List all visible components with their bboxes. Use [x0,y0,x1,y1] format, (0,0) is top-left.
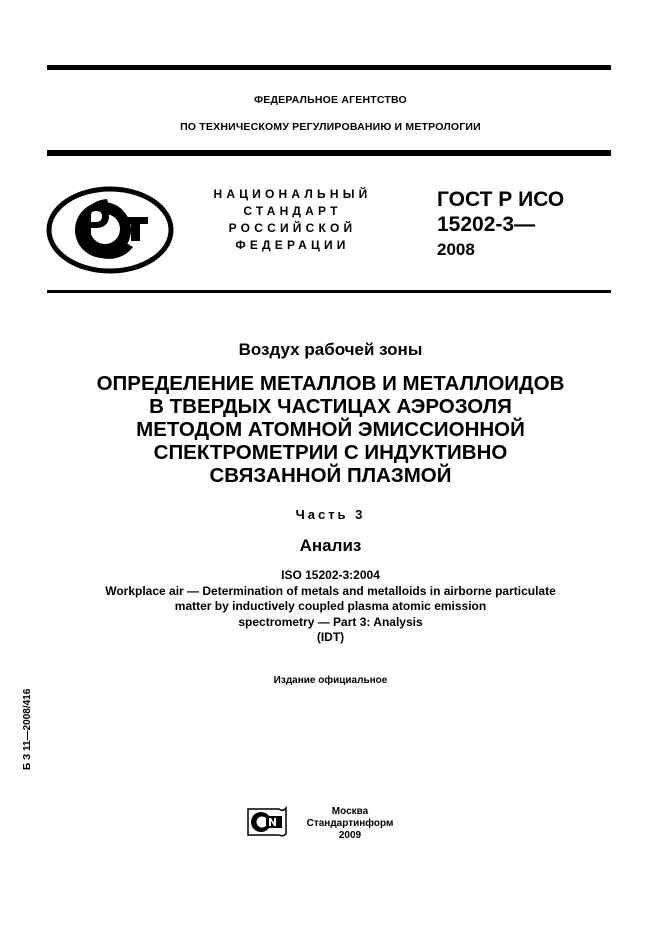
designation-line-2: 15202-3— [437,213,536,236]
publisher-info [300,806,400,842]
publisher-city: Москва [331,806,369,817]
iso-title-line: Workplace air — Determination of metals and metalloids in airborne particulate [105,583,556,598]
standartinform-logo-icon [247,806,287,843]
title-line: ОПРЕДЕЛЕНИЕ МЕТАЛЛОВ И МЕТАЛЛОИДОВ [96,372,565,395]
document-title [0,372,661,487]
side-note: Б З 11—2008/416 [22,688,33,770]
part-number: Часть 3 [295,507,366,522]
iso-title-line: matter by inductively coupled plasma atomic emission [174,599,487,613]
national-standard-line: РОССИЙСКОЙ [228,221,357,235]
title-line: СПЕКТРОМЕТРИИ С ИНДУКТИВНО [153,441,508,464]
top-rule [47,65,611,70]
national-standard-label [200,186,385,254]
publisher-year: 2009 [338,830,362,841]
iso-title-line: spectrometry — Part 3: Analysis [238,614,423,629]
document-subtitle: Воздух рабочей зоны [238,340,423,359]
publisher-name: Стандартинформ [306,818,394,829]
block-bottom-rule [47,290,611,293]
national-standard-line: ФЕДЕРАЦИИ [235,238,350,252]
iso-number: ISO 15202-3:2004 [281,568,380,582]
national-standard-line: СТАНДАРТ [243,204,342,218]
title-line: СВЯЗАННОЙ ПЛАЗМОЙ [209,464,452,487]
designation-line-1: ГОСТ Р ИСО [437,188,565,211]
edition-label: Издание официальное [273,675,388,686]
iso-reference [0,568,661,646]
part-name: Анализ [299,536,362,555]
iso-title-line: (IDT) [316,630,345,644]
agency-line-1: ФЕДЕРАЛЬНОЕ АГЕНТСТВО [254,94,407,106]
designation-year: 2008 [437,240,475,259]
title-line: МЕТОДОМ АТОМНОЙ ЭМИССИОННОЙ [136,418,525,441]
header-bottom-rule [47,150,611,156]
title-line: В ТВЕРДЫХ ЧАСТИЦАХ АЭРОЗОЛЯ [149,395,512,418]
standard-designation [437,187,564,262]
agency-line-2: ПО ТЕХНИЧЕСКОМУ РЕГУЛИРОВАНИЮ И МЕТРОЛОГИИ [180,121,481,133]
national-standard-line: НАЦИОНАЛЬНЫЙ [213,187,372,201]
rst-logo-icon [45,185,175,280]
